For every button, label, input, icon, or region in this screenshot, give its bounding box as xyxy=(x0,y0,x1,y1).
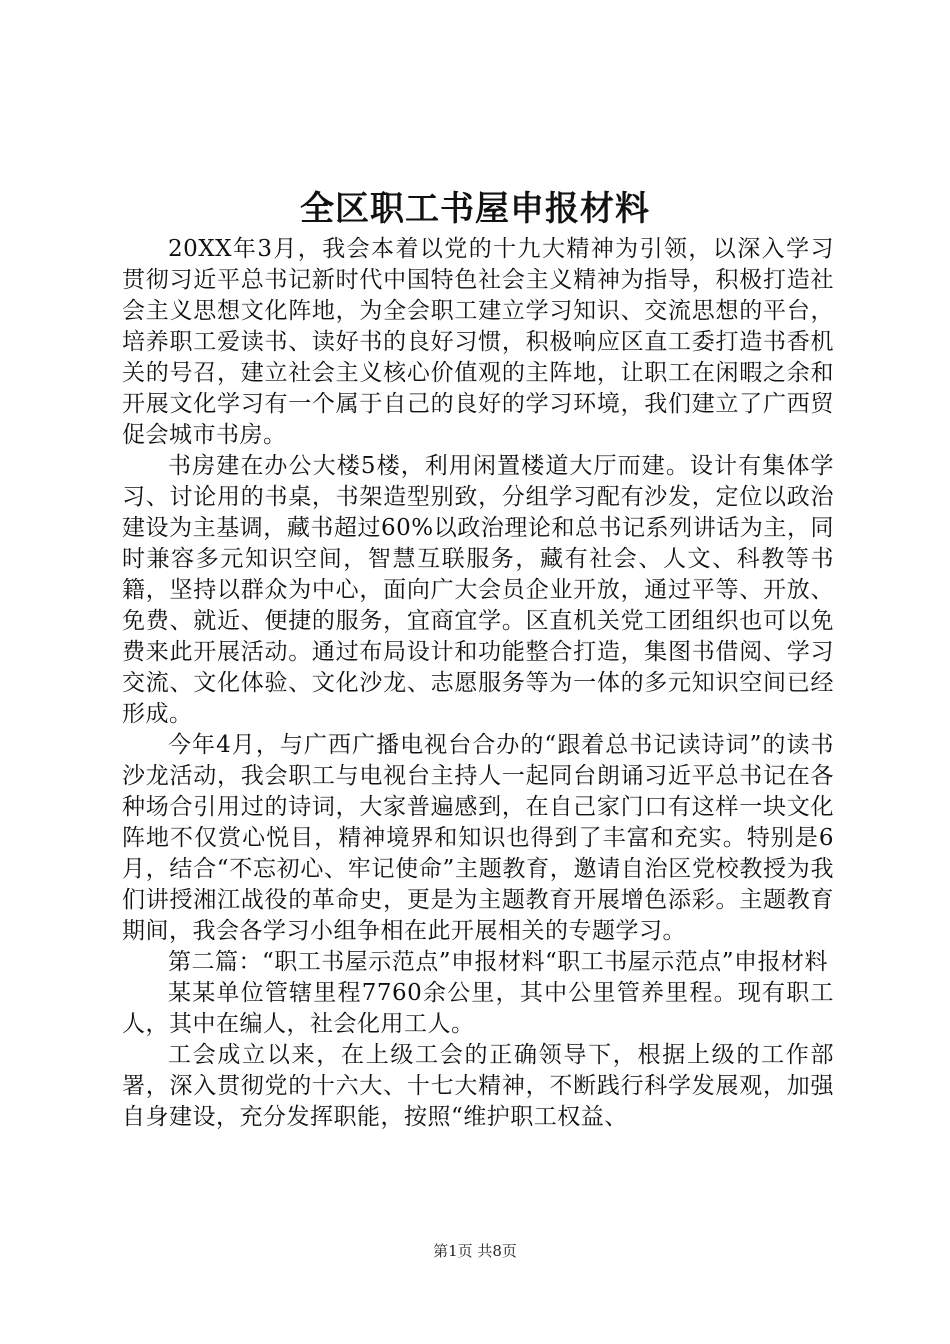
paragraph: 某某单位管辖里程7760余公里，其中公里管养里程。现有职工人，其中在编人，社会化用工人。 xyxy=(122,980,834,1037)
paragraph: 书房建在办公大楼5楼，利用闲置楼道大厅而建。设计有集体学习、讨论用的书桌，书架造型别致，分组学习配有沙发，定位以政治建设为主基调，藏书超过60%以政治理论和总书记系列讲话为主，同时兼容多元知识空间，智慧互联服务，藏有社会、人文、科教等书籍，坚持以群众为中心，面向广大会员企业开放，通过平等、开放、免费、就近、便捷的服务，宜商宜学。区直机关党工团组织也可以免费来此开展活动。通过布局设计和功能整合打造，集图书借阅、学习交流、文化体验、文化沙龙、志愿服务等为一体的多元知识空间已经形成。 xyxy=(122,453,834,727)
page-number-footer: 第1页 共8页 xyxy=(433,1242,517,1260)
paragraph: 第二篇：“职工书屋示范点”申报材料“职工书屋示范点”申报材料 xyxy=(168,949,829,975)
paragraph: 工会成立以来，在上级工会的正确领导下，根据上级的工作部署，深入贯彻党的十六大、十七大精神，不断践行科学发展观，加强自身建设，充分发挥职能，按照“维护职工权益、 xyxy=(122,1042,834,1130)
document-body xyxy=(122,234,834,1133)
document-title: 全区职工书屋申报材料 xyxy=(300,189,650,229)
paragraph: 今年4月，与广西广播电视台合办的“跟着总书记读诗词”的读书沙龙活动，我会职工与电视台主持人一起同台朗诵习近平总书记在各种场合引用过的诗词，大家普遍感到，在自己家门口有这样一块文化阵地不仅赏心悦目，精神境界和知识也得到了丰富和充实。特别是6月，结合“不忘初心、牢记使命”主题教育，邀请自治区党校教授为我们讲授湘江战役的革命史，更是为主题教育开展增色添彩。主题教育期间，我会各学习小组争相在此开展相关的专题学习。 xyxy=(122,732,834,944)
paragraph: 20XX年3月，我会本着以党的十九大精神为引领，以深入学习贯彻习近平总书记新时代中国特色社会主义精神为指导，积极打造社会主义思想文化阵地，为全会职工建立学习知识、交流思想的平台，培养职工爱读书、读好书的良好习惯，积极响应区直工委打造书香机关的号召，建立社会主义核心价值观的主阵地，让职工在闲暇之余和开展文化学习有一个属于自己的良好的学习环境，我们建立了广西贸促会城市书房。 xyxy=(122,236,834,448)
